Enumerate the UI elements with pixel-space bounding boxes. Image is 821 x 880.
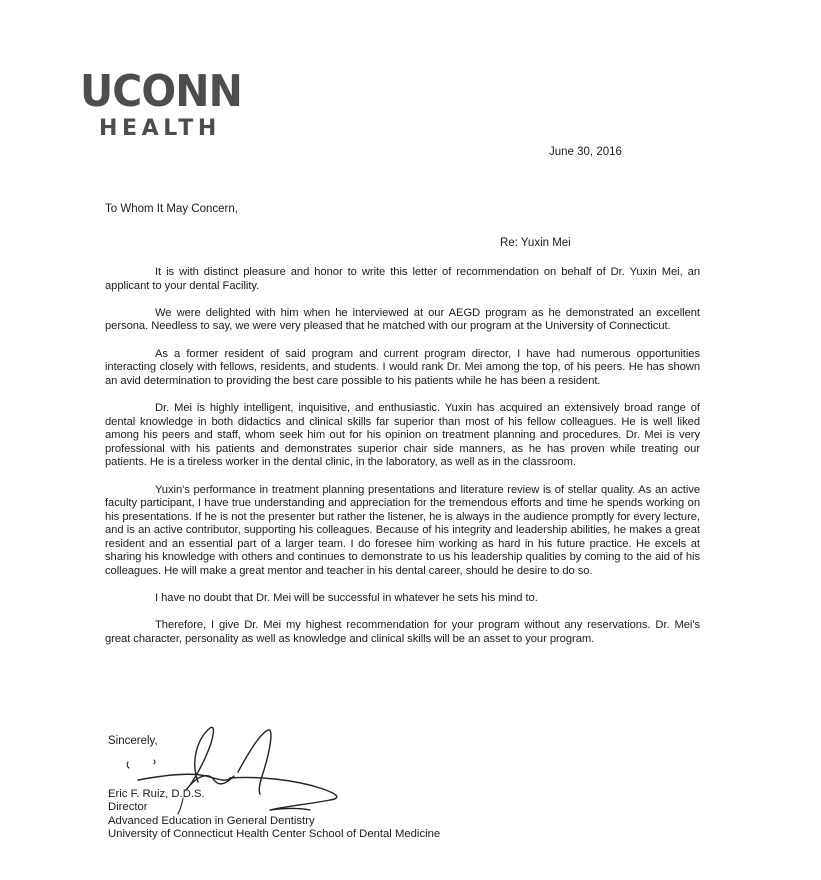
paragraph-7: Therefore, I give Dr. Mei my highest recommendation for your program without any reservations. Dr. Mei's great character, personality as well as knowledge and clinical skills will be an asset to your program. — [105, 619, 700, 646]
signer-name: Eric F. Ruiz, D.D.S. — [108, 788, 205, 800]
paragraph-5: Yuxin's performance in treatment planning presentations and literature review is of stellar quality. As an active faculty participant, I have true understanding and appreciation for the tremendous efforts and time he spends working on his presentations. If he is not the presenter but rather the listener, he is always in the audience promptly for every lecture, and is an active contributor, supporting his colleagues. Because of his integrity and leadership abilities, he makes a great resident and an essential part of a larger team. I do foresee him working as hard in his future practice. He excels at sharing his knowledge with others and continues to demonstrate to us his leadership qualities by coming to the aid of his colleagues. He will make a great mentor and teacher in his dental career, should he desire to do so. — [105, 483, 700, 578]
salutation: To Whom It May Concern, — [105, 203, 238, 215]
paragraph-3: As a former resident of said program and current program director, I have had numerous opportunities interacting closely with fellows, residents, and students. I would rank Dr. Mei among the top, of his peers. He has shown an avid determination to providing the best care possible to his patients while he has been a resident. — [105, 347, 700, 387]
paragraph-6: I have no doubt that Dr. Mei will be successful in whatever he sets his mind to. — [155, 592, 538, 605]
closing: Sincerely, — [108, 735, 158, 747]
uconn-health-logo — [80, 66, 260, 141]
signature-block — [108, 788, 440, 842]
signer-institution: University of Connecticut Health Center School of Dental Medicine — [108, 828, 441, 841]
logo-wordmark-health: HEALTH — [99, 116, 221, 141]
letter-body — [105, 266, 700, 660]
signer-department: Advanced Education in General Dentistry — [108, 814, 315, 827]
signer-title: Director — [108, 801, 148, 814]
paragraph-1: It is with distinct pleasure and honor to write this letter of recommendation on behalf of Dr. Yuxin Mei, an applicant to your dental Facility. — [105, 266, 700, 292]
paragraph-4: Dr. Mei is highly intelligent, inquisitive, and enthusiastic. Yuxin has acquired an extensively broad range of dental knowledge in both didactics and clinical skills far superior than most of his fellow colleagues. He is well liked among his peers and staff, whom seek him out for his opinion on treatment planning and procedures. Dr. Mei is very professional with his patients and demonstrates superior chair side manners, as he has proven while treating our patients. He is a tireless worker in the dental clinic, in the laboratory, as well as in the classroom. — [105, 401, 700, 469]
letter-date: June 30, 2016 — [549, 146, 622, 158]
paragraph-2: We were delighted with him when he interviewed at our AEGD program as he demonstrated an excellent persona. Needless to say, we were very pleased that he matched with our program at the University of Connecticut. — [105, 306, 700, 333]
re-line: Re: Yuxin Mei — [500, 237, 571, 249]
logo-wordmark-uconn: UCONN — [80, 66, 242, 117]
